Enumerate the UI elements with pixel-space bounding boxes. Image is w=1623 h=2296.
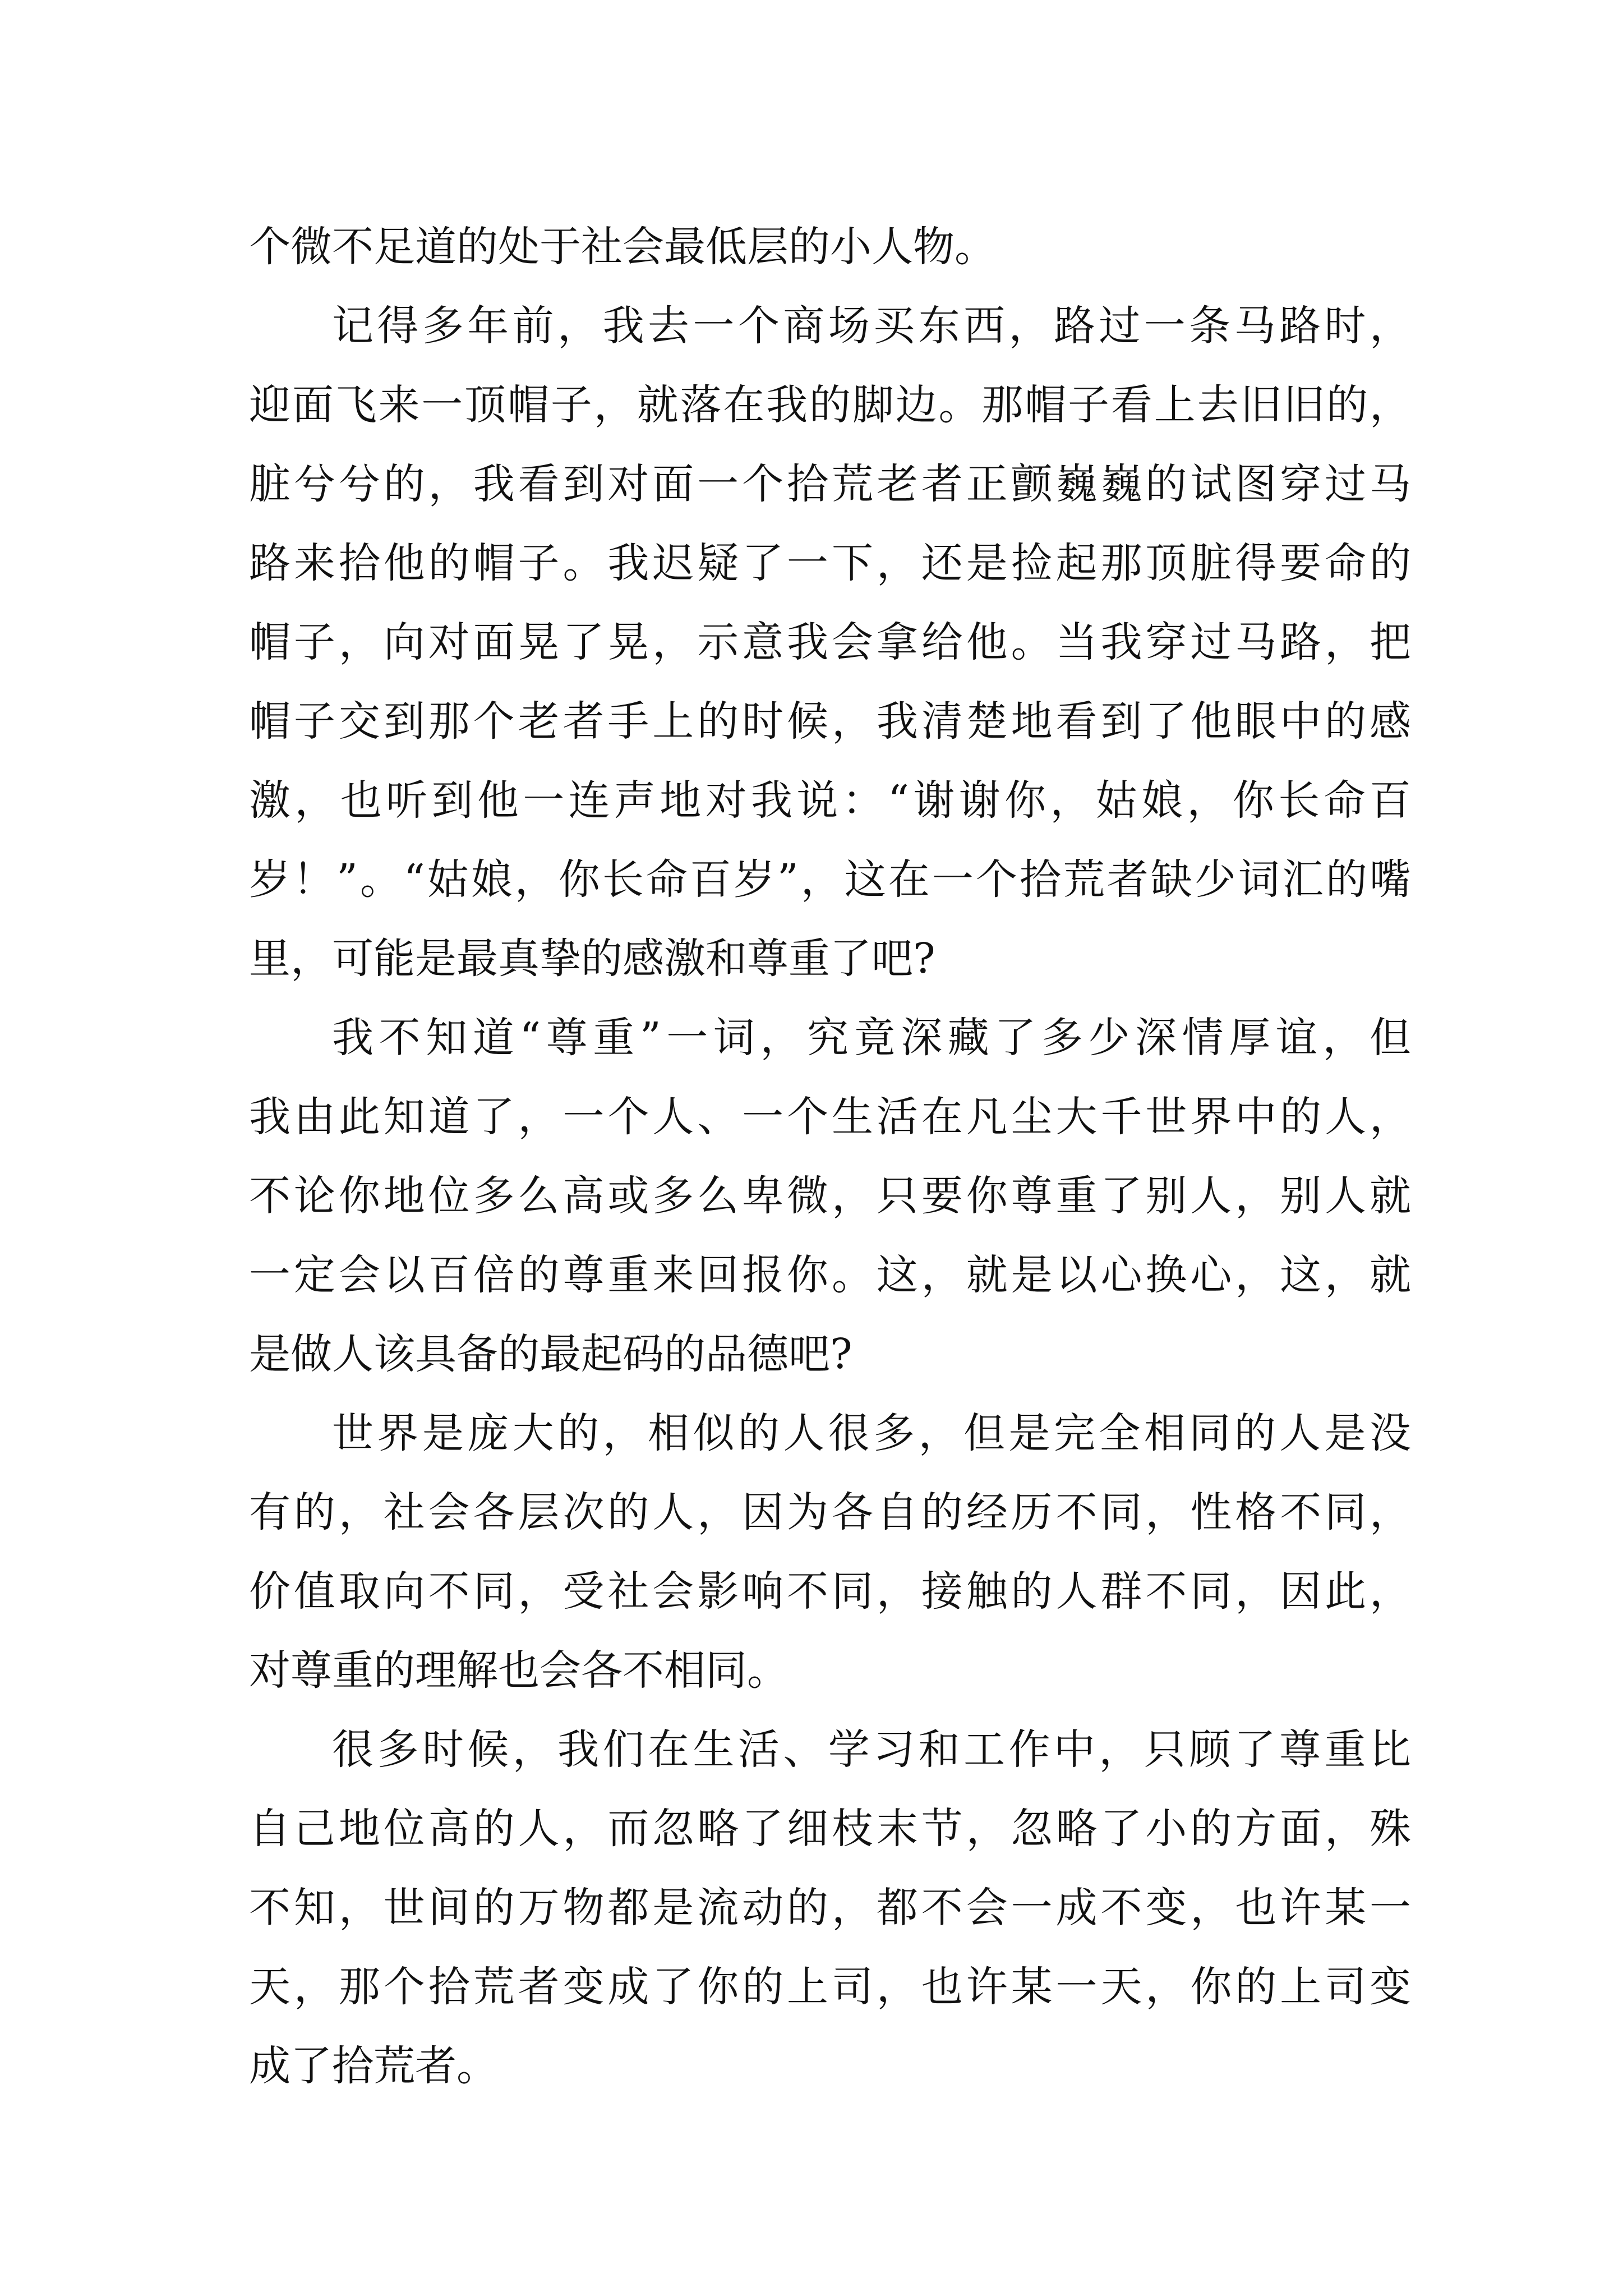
text-line: 世界是庞大的，相似的人很多，但是完全相同的人是没 xyxy=(332,1409,1411,1457)
text-line: 价值取向不同，受社会影响不同，接触的人群不同，因此， xyxy=(249,1567,1411,1616)
text-line: 个微不足道的处于社会最低层的小人物。 xyxy=(249,223,996,271)
text-line: 里，可能是最真挚的感激和尊重了吧? xyxy=(249,935,935,983)
text-line: 自己地位高的人，而忽略了细枝末节，忽略了小的方面，殊 xyxy=(249,1805,1411,1853)
text-line: 路来拾他的帽子。我迟疑了一下，还是捡起那顶脏得要命的 xyxy=(249,539,1411,587)
text-line: 是做人该具备的最起码的品德吧? xyxy=(249,1330,852,1378)
text-line: 有的，社会各层次的人，因为各自的经历不同，性格不同， xyxy=(249,1488,1411,1536)
text-line: 帽子交到那个老者手上的时候，我清楚地看到了他眼中的感 xyxy=(249,697,1411,746)
text-line: 激，也听到他一连声地对我说：“谢谢你，姑娘，你长命百 xyxy=(249,776,1411,825)
text-line: 对尊重的理解也会各不相同。 xyxy=(249,1646,789,1695)
text-line: 不论你地位多么高或多么卑微，只要你尊重了别人，别人就 xyxy=(249,1172,1411,1220)
text-line: 一定会以百倍的尊重来回报你。这，就是以心换心，这，就 xyxy=(249,1251,1411,1299)
body-text xyxy=(249,208,1411,2106)
text-line: 很多时候，我们在生活、学习和工作中，只顾了尊重比 xyxy=(332,1726,1411,1774)
text-line: 天，那个拾荒者变成了你的上司，也许某一天，你的上司变 xyxy=(249,1963,1411,2011)
text-line: 岁！”。“姑娘，你长命百岁”，这在一个拾荒者缺少词汇的嘴 xyxy=(249,855,1411,904)
text-line: 帽子，向对面晃了晃，示意我会拿给他。当我穿过马路，把 xyxy=(249,618,1411,666)
text-line: 脏兮兮的，我看到对面一个拾荒老者正颤巍巍的试图穿过马 xyxy=(249,460,1411,508)
text-line: 我不知道“尊重”一词，究竟深藏了多少深情厚谊，但 xyxy=(332,1014,1411,1062)
text-line: 迎面飞来一顶帽子，就落在我的脚边。那帽子看上去旧旧的， xyxy=(249,381,1411,429)
text-line: 记得多年前，我去一个商场买东西，路过一条马路时， xyxy=(332,302,1411,350)
text-line: 我由此知道了，一个人、一个生活在凡尘大千世界中的人， xyxy=(249,1093,1411,1141)
text-line: 成了拾荒者。 xyxy=(249,2042,498,2090)
text-line: 不知，世间的万物都是流动的，都不会一成不变，也许某一 xyxy=(249,1884,1411,1932)
